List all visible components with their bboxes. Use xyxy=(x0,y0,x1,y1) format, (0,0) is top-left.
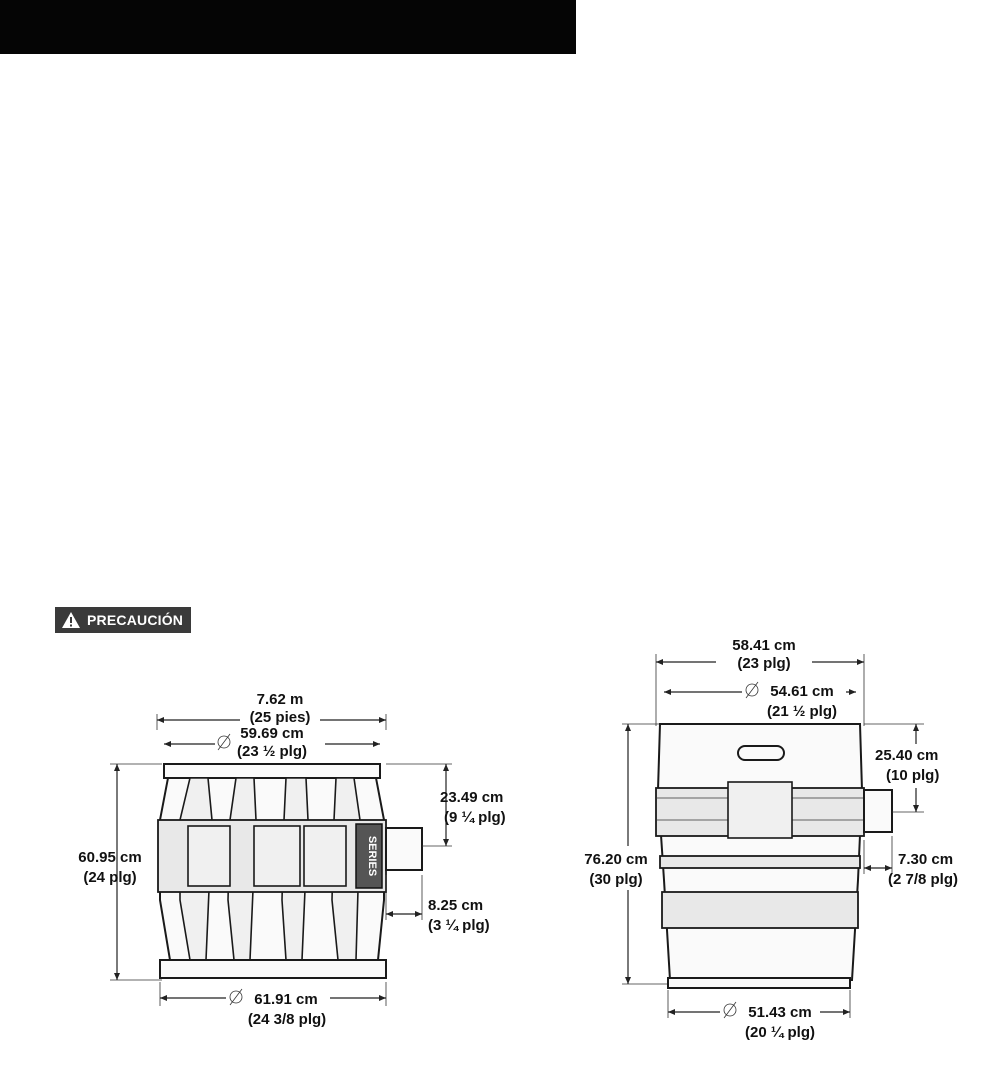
inlet-height-alt-label: (9 ¼ plg) xyxy=(444,809,506,826)
top-width-label: 7.62 m xyxy=(256,691,304,708)
base-diameter-label: 51.43 cm xyxy=(748,1004,812,1021)
base-diameter-alt-label: (24 3/8 plg) xyxy=(247,1011,327,1028)
base-diameter-alt-label: (20 ¼ plg) xyxy=(744,1024,816,1041)
height-label: 76.20 cm xyxy=(584,851,648,868)
caution-badge xyxy=(55,607,191,633)
inlet-boss xyxy=(728,782,792,838)
inlet-height-alt-label: (10 plg) xyxy=(886,767,940,784)
inlet-hub xyxy=(386,828,422,870)
top-diameter-alt-label: (23 ½ plg) xyxy=(236,743,308,760)
top-rim xyxy=(164,764,380,778)
inlet-height-label: 25.40 cm xyxy=(875,747,939,764)
caution-label: PRECAUCIÓN xyxy=(87,612,184,628)
warning-triangle-icon xyxy=(61,611,81,629)
series-text: SERIES xyxy=(366,835,378,877)
top-diameter-label: 54.61 cm xyxy=(770,683,834,700)
basin-body xyxy=(658,724,862,980)
height-alt-label: (30 plg) xyxy=(589,871,643,888)
height-alt-label: (24 plg) xyxy=(83,869,137,886)
inlet-height-label: 23.49 cm xyxy=(440,789,504,806)
inlet-depth-alt-label: (2 7/8 plg) xyxy=(888,871,959,888)
top-diameter-alt-label: (21 ½ plg) xyxy=(766,703,838,720)
base-plate xyxy=(160,960,386,978)
base-plate xyxy=(668,978,850,988)
inlet-hub xyxy=(864,790,892,832)
right-basin-drawing xyxy=(560,630,991,1046)
top-width-alt-label: (25 pies) xyxy=(249,709,311,726)
inlet-depth-alt-label: (3 ¼ plg) xyxy=(428,917,490,934)
outer-width-label: 58.41 cm xyxy=(732,637,796,654)
top-handle-slot xyxy=(738,746,784,760)
inlet-depth-label: 7.30 cm xyxy=(898,851,954,868)
left-basin-drawing xyxy=(40,670,520,1040)
height-label: 60.95 cm xyxy=(78,849,142,866)
base-diameter-label: 61.91 cm xyxy=(254,991,318,1008)
outer-width-alt-label: (23 plg) xyxy=(737,655,791,672)
top-diameter-label: 59.69 cm xyxy=(240,725,304,742)
inlet-depth-label: 8.25 cm xyxy=(428,897,484,914)
header-bar xyxy=(0,0,576,54)
